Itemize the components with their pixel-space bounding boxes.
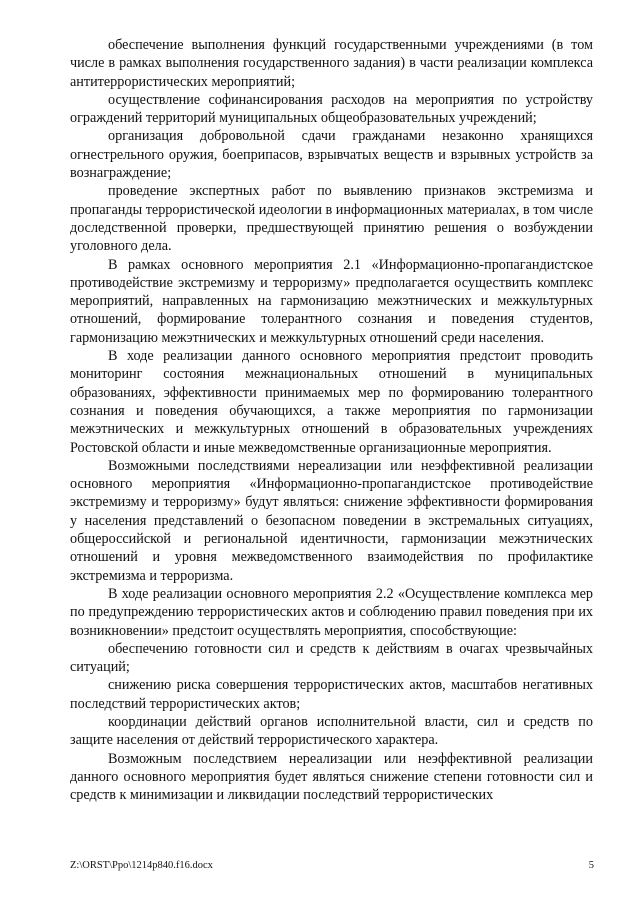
paragraph-state-institutions: обеспечение выполнения функций государственными учреждениями (в том числе в рамках выполнения государственного задания) в части реализации комплекса антитеррористических мероприятий; xyxy=(70,37,593,90)
paragraph-monitoring: В ходе реализации данного основного мероприятия предстоит проводить мониторинг состояния межнациональных отношений в муниципальных образованиях, эффективности принимаемых мер по формированию толерантного сознания и поведения обучающихся, а также мероприятия по гармонизации межэтнических и межкультурных отношений в образовательных учреждениях Ростовской области и иные межведомственные организационные мероприятия. xyxy=(70,348,593,456)
paragraph-measure-2-2: В ходе реализации основного мероприятия 2.2 «Осуществление комплекса мер по предупреждению террористических актов и соблюдению правил поведения при их возникновении» предстоит осуществлять мероприятия, способствующие: xyxy=(70,585,593,639)
paragraph-cofinancing-fences: осуществление софинансирования расходов на мероприятия по устройству ограждений территорий муниципальных общеобразовательных учреждений; xyxy=(70,91,593,127)
paragraph-voluntary-weapons-surrender: организация добровольной сдачи гражданами незаконно хранящихся огнестрельного оружия, боеприпасов, взрывчатых веществ и взрывных устройств за вознаграждение; xyxy=(70,128,593,182)
footer-file-path: Z:\ORST\Ppo\1214p840.f16.docx xyxy=(70,860,213,871)
paragraph-risk-reduction: снижению риска совершения террористических актов, масштабов негативных последствий террористических актов; xyxy=(70,677,593,712)
paragraph-expert-works: проведение экспертных работ по выявлению признаков экстремизма и пропаганды террористической идеологии в информационных материалах, в том числе доследственной проверки, предшествующей принятию решения о возбуждении уголовного дела. xyxy=(70,183,593,255)
paragraph-consequences-2-1: Возможными последствиями нереализации или неэффективной реализации основного мероприятия «Информационно-пропагандистское противодействие экстремизму и терроризму» будут являться: снижение эффективности формирования у населения представлений о безопасном поведении в экстремальных ситуациях, общероссийской и региональной идентичности, гармонизации межэтнических отношений и уровня межведомственного взаимодействия по профилактике экстремизма и терроризма. xyxy=(70,457,593,584)
paragraph-measure-2-1: В рамках основного мероприятия 2.1 «Информационно-пропагандистское противодействие экстремизму и терроризму» предполагается осуществить комплекс мероприятий, направленных на гармонизацию межэтнических и межкультурных отношений, формирование толерантного сознания и поведения студентов, гармонизацию межэтнических и межкультурных отношений среди населения. xyxy=(70,256,593,346)
document-body xyxy=(70,36,593,804)
paragraph-readiness: обеспечению готовности сил и средств к действиям в очагах чрезвычайных ситуаций; xyxy=(70,640,593,676)
paragraph-consequences-2-2: Возможным последствием нереализации или неэффективной реализации данного основного мероприятия будет являться снижение степени готовности сил и средств к минимизации и ликвидации последствий террористических xyxy=(70,750,593,804)
page-number: 5 xyxy=(588,860,594,871)
paragraph-coordination: координации действий органов исполнительной власти, сил и средств по защите населения от действий террористического характера. xyxy=(70,713,593,749)
